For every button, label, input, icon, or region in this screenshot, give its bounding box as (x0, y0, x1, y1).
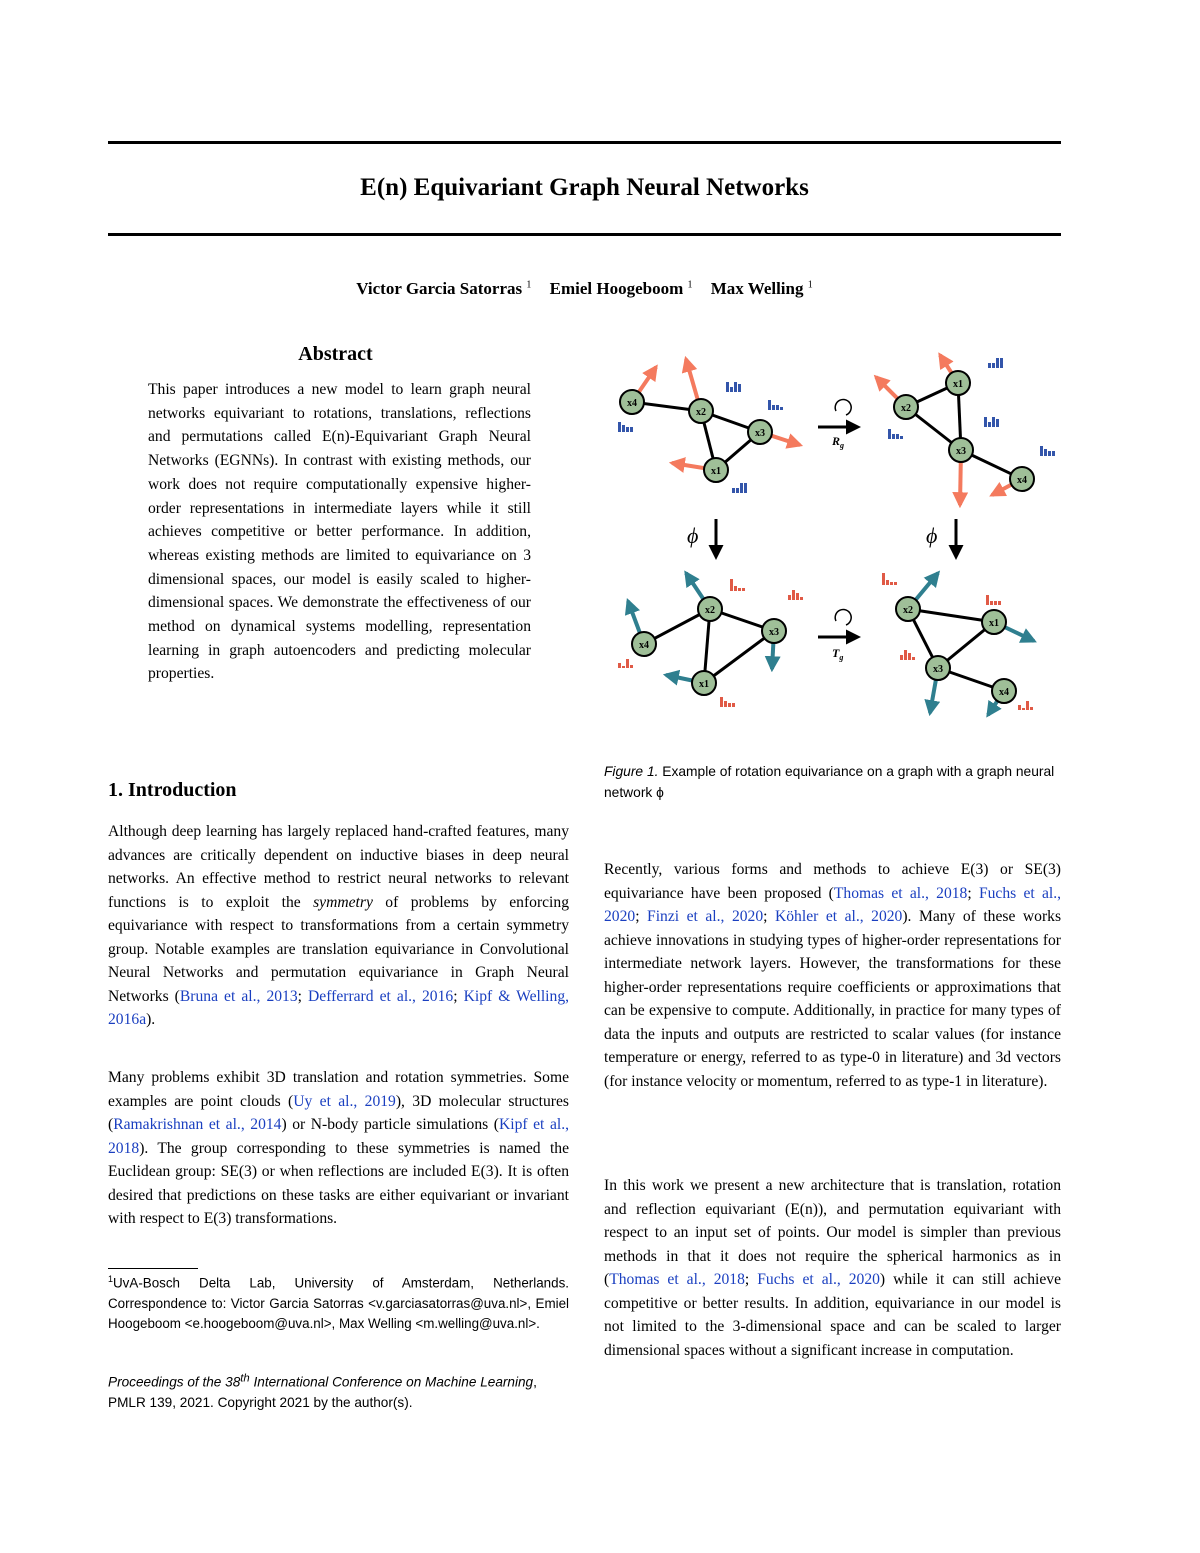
citation-link[interactable]: Defferrard et al., 2016 (308, 987, 454, 1005)
intro-paragraph: Although deep learning has largely replaced hand-crafted features, many advances are critically dependent on inductive biases in deep neural networks. An effective method to restrict neural networks to relevant functions is to exploit the symmetry of problems by enforcing equivariance with respect to transformations from a certain symmetry group. Notable examples are translation equivariance in Convolutional Neural Networks and permutation equivariance in Graph Neural Networks (Bruna et al., 2013; Defferrard et al., 2016; Kipf & Welling, 2016a). (108, 823, 570, 1028)
citation-link[interactable]: Bruna et al., 2013 (179, 987, 298, 1005)
author: Emiel Hoogeboom $^1$ (549, 279, 693, 298)
svg-text:x3: x3 (956, 446, 966, 457)
svg-text:Rg: $R_g$ (832, 434, 845, 450)
proceedings-notice: Proceedings of the 38th International Conference on Machine Learning, PMLR 139, 2021. Copyright 2021 by the author(s). (108, 1372, 537, 1411)
svg-text:x4: x4 (627, 398, 637, 409)
svg-text:x4: x4 (1017, 475, 1027, 486)
node (704, 458, 728, 482)
node (982, 610, 1006, 634)
citation-link[interactable]: Köhler et al., 2020 (775, 908, 903, 925)
svg-text:x3: x3 (933, 664, 943, 675)
svg-text:x4: x4 (639, 640, 649, 651)
node (762, 619, 786, 643)
node (992, 679, 1016, 703)
citation-link[interactable]: Finzi et al., 2020 (647, 908, 764, 925)
figure-rotation-equivariance (604, 345, 1061, 730)
svg-text:Tg: $T_g$ (832, 646, 844, 662)
citation-link[interactable]: Thomas et al., 2018 (609, 1271, 745, 1288)
svg-text:x2: x2 (901, 403, 911, 414)
phi-arrow-right (926, 519, 956, 557)
svg-text:ϕ: ϕ (687, 523, 699, 548)
svg-text:x1: x1 (699, 679, 709, 690)
intro-paragraph: Many problems exhibit 3D translation and rotation symmetries. Some examples are point clouds (Uy et al., 2019), 3D molecular structures (Ramakrishnan et al., 2014) or N-body particle simulations (Kipf et al., 2018). The group corresponding to these symmetries is named the Euclidean group: SE(3) or when reflections are included E(3). It is often desired that predictions on these tasks are either equivariant or invariant with respect to E(3) transformations. (108, 1069, 570, 1227)
top-rule (108, 141, 1061, 144)
node (689, 399, 713, 423)
graph-input (618, 359, 800, 493)
node (894, 395, 918, 419)
node (926, 656, 950, 680)
svg-text:ϕ: ϕ (926, 523, 938, 548)
title-bottom-rule (108, 233, 1061, 236)
svg-text:x3: x3 (755, 428, 765, 439)
node (896, 597, 920, 621)
node (748, 420, 772, 444)
svg-text:x1: x1 (989, 618, 999, 629)
author: Victor Garcia Satorras $^1$ (356, 279, 532, 298)
graph-input-rotated (876, 355, 1055, 505)
svg-text:x1: x1 (711, 466, 721, 477)
citation-link[interactable]: Kipf et al., 2018 (108, 1116, 570, 1157)
citation-link[interactable]: Ramakrishnan et al., 2014 (113, 1116, 282, 1133)
author-list (108, 279, 1061, 299)
node (949, 438, 973, 462)
svg-text:x2: x2 (903, 605, 913, 616)
node (1010, 467, 1034, 491)
body-paragraph: In this work we present a new architecture that is translation, rotation and reflection equivariant (E(n)), and permutation equivariant with respect to an input set of points. Our model is simpler than previous methods in that it does not require the spherical harmonics as in (Thomas et al., 2018; Fuchs et al., 2020) while it can still achieve competitive or better results. In addition, equivariance in our model is not limited to the 3-dimensional space and can be scaled to larger dimensional spaces without a significant increase in computation. (604, 1177, 1061, 1359)
rotation-arrow-output (818, 610, 858, 662)
svg-text:x1: x1 (953, 379, 963, 390)
citation-link[interactable]: Uy et al., 2019 (293, 1092, 396, 1110)
phi-arrow-left (687, 519, 716, 557)
paper-title: E(n) Equivariant Graph Neural Networks (360, 174, 809, 201)
affiliation-footnote: $^1$UvA-Bosch Delta Lab, University of Amsterdam, Netherlands. Correspondence to: Victor Garcia Satorras <v.garciasatorras@uva.nl>, Emiel Hoogeboom <e.hoogeboom@uva.nl>, Max Welling <m.welling@uva.nl>. (108, 1274, 569, 1332)
body-paragraph: Recently, various forms and methods to achieve E(3) or SE(3) equivariance have been proposed (Thomas et al., 2018; Fuchs et al., 2020; Finzi et al., 2020; Köhler et al., 2020). Many of these works achieve innovations in studying types of higher-order representations for intermediate network layers. However, the transformations for these higher-order representations require coefficients or approximations that can be expensive to compute. Additionally, in practice for many types of data the inputs and outputs are restricted to scalar values (for instance temperature or energy, referred to as type-0 in literature) and 3d vectors (for instance velocity or momentum, referred to as type-1 in literature). (604, 861, 1062, 1090)
node (692, 671, 716, 695)
abstract-text: This paper introduces a new model to learn graph neural networks equivariant to rotations, translations, reflections and permutations called E(n)-Equivariant Graph Neural Networks (EGNNs). In contrast with existing methods, our work does not require computationally expensive higher-order representations in intermediate layers while it still achieves competitive or better performance. In addition, whereas existing methods are limited to equivariance on 3 dimensional spaces, our model is easily scaled to higher-dimensional spaces. We demonstrate the effectiveness of our method on dynamical systems modelling, representation learning in graph autoencoders and predicting molecular properties. (148, 381, 531, 683)
citation-link[interactable]: Fuchs et al., 2020 (757, 1271, 880, 1288)
svg-text:x3: x3 (769, 627, 779, 638)
graph-output (618, 573, 803, 707)
svg-text:x2: x2 (705, 605, 715, 616)
abstract-heading: Abstract (298, 343, 373, 365)
node (946, 371, 970, 395)
node (620, 390, 644, 414)
author: Max Welling $^1$ (710, 279, 813, 298)
node (632, 632, 656, 656)
svg-text:x4: x4 (999, 687, 1009, 698)
citation-link[interactable]: Thomas et al., 2018 (833, 884, 968, 902)
rotation-arrow-input (818, 400, 858, 450)
figure-caption: Figure 1. Example of rotation equivariance on a graph with a graph neural network ϕ (604, 764, 1055, 800)
citation-link[interactable]: Fuchs et al., 2020 (604, 884, 1062, 925)
citation-link[interactable]: Kipf & Welling, 2016a (108, 987, 570, 1028)
section-heading-introduction: 1. Introduction (108, 779, 237, 801)
node (698, 597, 722, 621)
graph-output-rotated (882, 573, 1034, 715)
svg-text:x2: x2 (696, 407, 706, 418)
